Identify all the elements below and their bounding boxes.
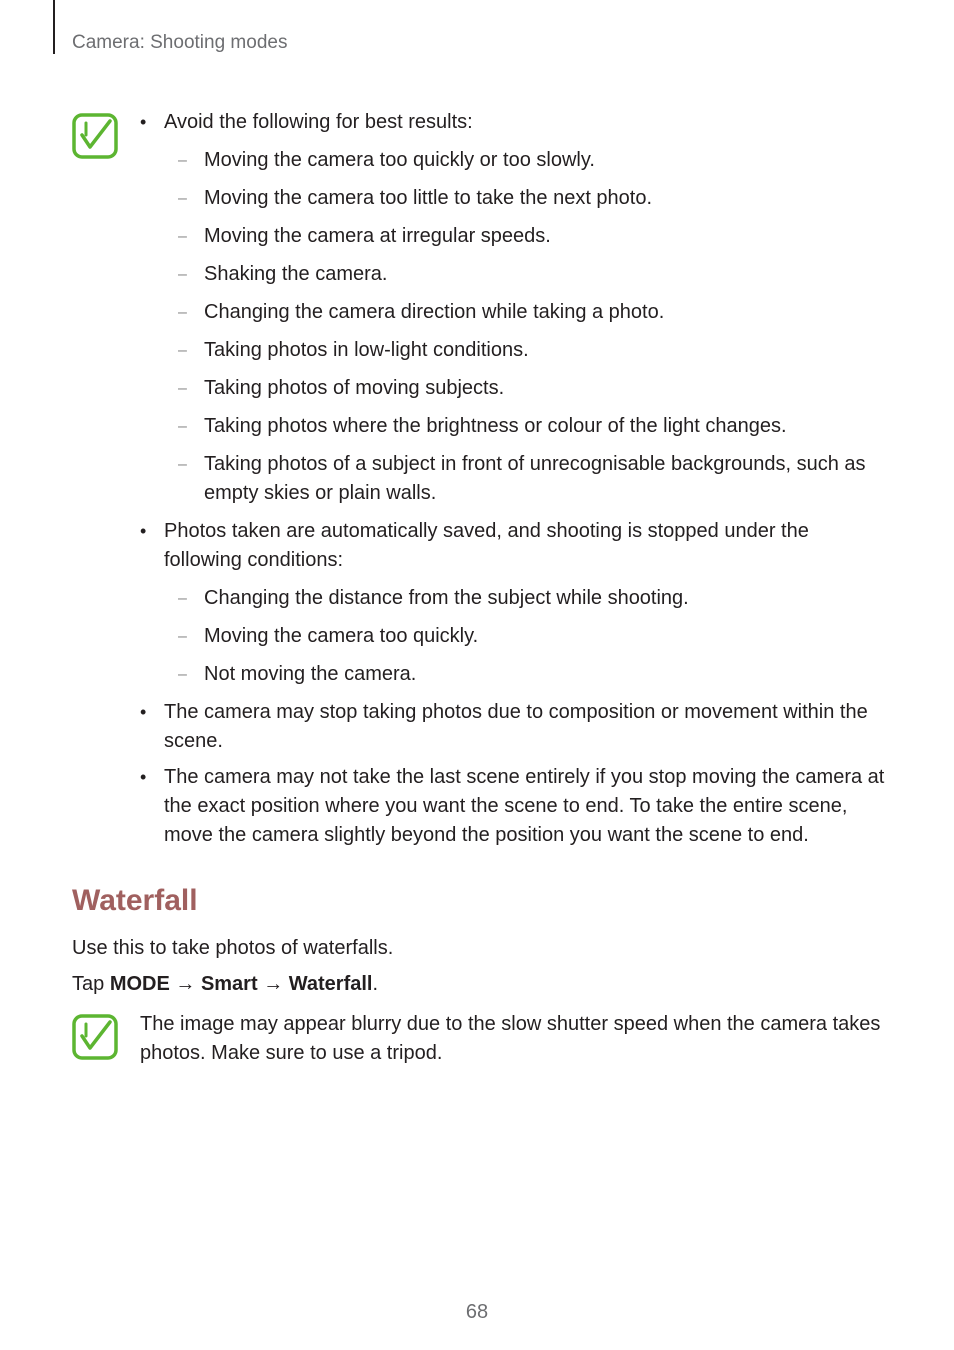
dash-icon: –: [178, 266, 187, 283]
sub-list: [164, 584, 885, 689]
dash-icon: –: [178, 456, 187, 473]
sub-item-text: Moving the camera too little to take the next photo.: [204, 187, 653, 209]
sub-item: [164, 336, 885, 365]
dash-icon: –: [178, 304, 187, 321]
dash-icon: –: [178, 228, 187, 245]
sub-item: [164, 146, 885, 175]
bullet-text: Photos taken are automatically saved, and shooting is stopped under the following conditions:: [164, 520, 809, 571]
page-number: 68: [465, 1301, 489, 1323]
sub-item-text: Taking photos in low-light conditions.: [204, 339, 529, 361]
sub-item-text: Moving the camera at irregular speeds.: [204, 225, 551, 247]
dash-icon: –: [178, 590, 187, 607]
sub-list: [164, 146, 885, 508]
sub-item-text: Not moving the camera.: [204, 663, 417, 685]
tap-instruction: [72, 970, 378, 999]
bullet-icon: •: [140, 767, 147, 787]
mode-label: MODE: [109, 973, 170, 995]
bullet-icon: •: [140, 521, 147, 541]
bullet-text: Avoid the following for best results:: [164, 111, 473, 133]
sub-item: [164, 298, 885, 327]
bullet-text: The camera may not take the last scene entirely if you stop moving the camera at the exact position where you want the scene to end. To take the entire scene, move the camera slightly beyond the position you want the scene to end.: [164, 766, 885, 846]
bullet-item: [140, 698, 885, 756]
sub-item-text: Moving the camera too quickly or too slowly.: [204, 149, 595, 171]
section-intro: Use this to take photos of waterfalls.: [72, 937, 394, 959]
bullet-item: [140, 763, 885, 850]
sub-item: [164, 374, 885, 403]
bullet-icon: •: [140, 702, 147, 722]
header-section-title: Camera: Shooting modes: [72, 32, 288, 53]
bullet-text: The camera may stop taking photos due to composition or movement within the scene.: [164, 701, 868, 752]
tap-suffix: .: [372, 973, 379, 995]
sub-item: [164, 660, 885, 689]
sub-item-text: Taking photos of a subject in front of unrecognisable backgrounds, such as empty skies or plain walls.: [204, 453, 866, 504]
bullet-item: [140, 517, 885, 689]
bullet-icon: •: [140, 112, 147, 132]
sub-item: [164, 260, 885, 289]
section-title: Waterfall: [72, 884, 198, 917]
sub-item: [164, 222, 885, 251]
dash-icon: –: [178, 666, 187, 683]
sub-item-text: Taking photos where the brightness or colour of the light changes.: [204, 415, 787, 437]
note-icon: [72, 113, 118, 159]
sub-item-text: Shaking the camera.: [204, 263, 388, 285]
dash-icon: –: [178, 628, 187, 645]
note-block: [140, 108, 885, 857]
arrow-icon: →: [257, 973, 289, 995]
dash-icon: –: [178, 190, 187, 207]
dash-icon: –: [178, 152, 187, 169]
note-icon: [72, 1014, 118, 1060]
smart-label: Smart: [200, 973, 258, 995]
tap-prefix: Tap: [72, 973, 110, 995]
sub-item: [164, 622, 885, 651]
arrow-icon: →: [169, 973, 201, 995]
bullet-item: [140, 108, 885, 508]
waterfall-label: Waterfall: [288, 973, 373, 995]
sub-item-text: Changing the distance from the subject while shooting.: [204, 587, 689, 609]
dash-icon: –: [178, 342, 187, 359]
sub-item-text: Taking photos of moving subjects.: [204, 377, 505, 399]
sub-item: [164, 584, 885, 613]
sub-item: [164, 184, 885, 213]
sub-item: [164, 450, 885, 508]
waterfall-note: The image may appear blurry due to the slow shutter speed when the camera takes photos. Make sure to use a tripod.: [140, 1013, 881, 1064]
sub-item-text: Moving the camera too quickly.: [204, 625, 479, 647]
sub-item-text: Changing the camera direction while taking a photo.: [204, 301, 665, 323]
dash-icon: –: [178, 418, 187, 435]
header-rule: [53, 0, 55, 54]
dash-icon: –: [178, 380, 187, 397]
sub-item: [164, 412, 885, 441]
